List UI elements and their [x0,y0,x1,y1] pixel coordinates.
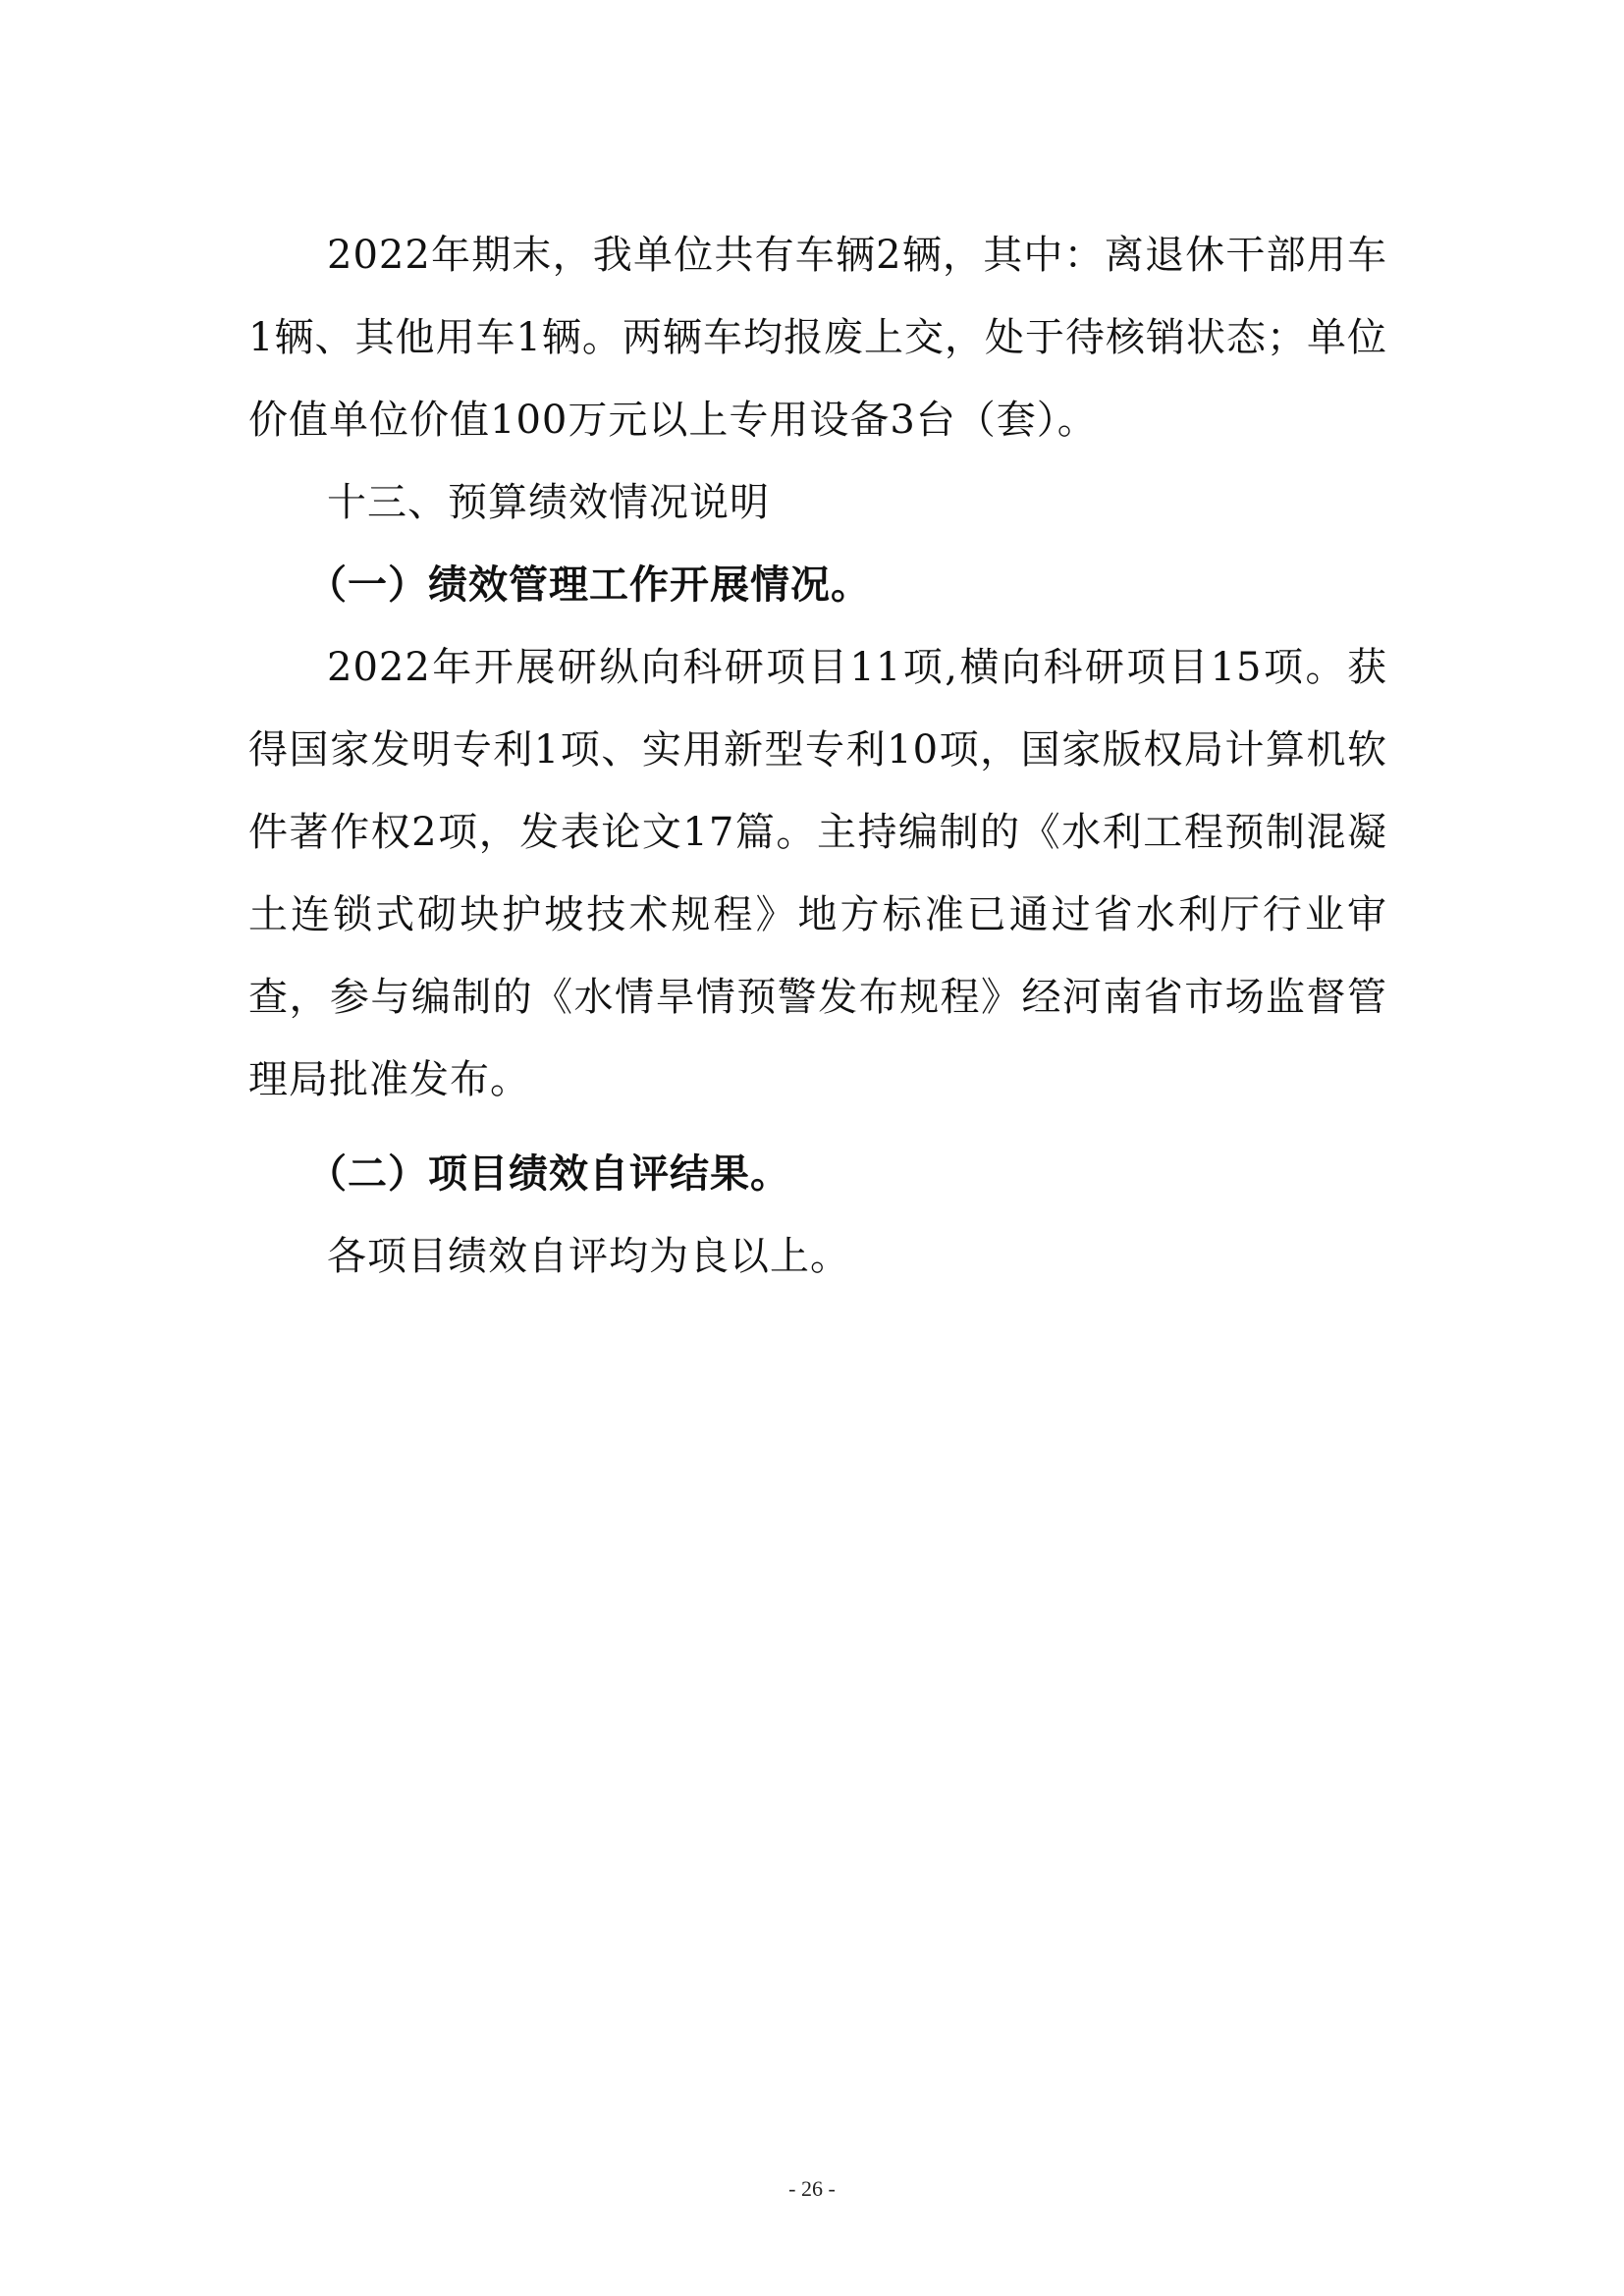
research-projects-paragraph: 2022年开展研纵向科研项目11项,横向科研项目15项。获得国家发明专利1项、实用新型专利10项，国家版权局计算机软件著作权2项，发表论文17篇。主持编制的《水利工程预制混凝土连锁式砌块护坡技术规程》地方标准已通过省水利厅行业审查，参与编制的《水情旱情预警发布规程》经河南省市场监督管理局批准发布。 [248,645,1387,1102]
subheading-performance-management: （一）绩效管理工作开展情况。 [307,562,871,608]
self-evaluation-result-paragraph: 各项目绩效自评均为良以上。 [327,1234,850,1279]
section-heading-budget-performance: 十三、预算绩效情况说明 [327,480,770,525]
vehicle-assets-paragraph: 2022年期末，我单位共有车辆2辆，其中：离退休干部用车1辆、其他用车1辆。两辆车均报废上交，处于待核销状态；单位价值单位价值100万元以上专用设备3台（套）。 [248,233,1387,443]
document-body [248,214,1387,1298]
paragraph-spacer [248,1121,1387,1133]
page-number: - 26 - [788,2176,836,2201]
subheading-self-evaluation: （二）项目绩效自评结果。 [307,1151,790,1197]
